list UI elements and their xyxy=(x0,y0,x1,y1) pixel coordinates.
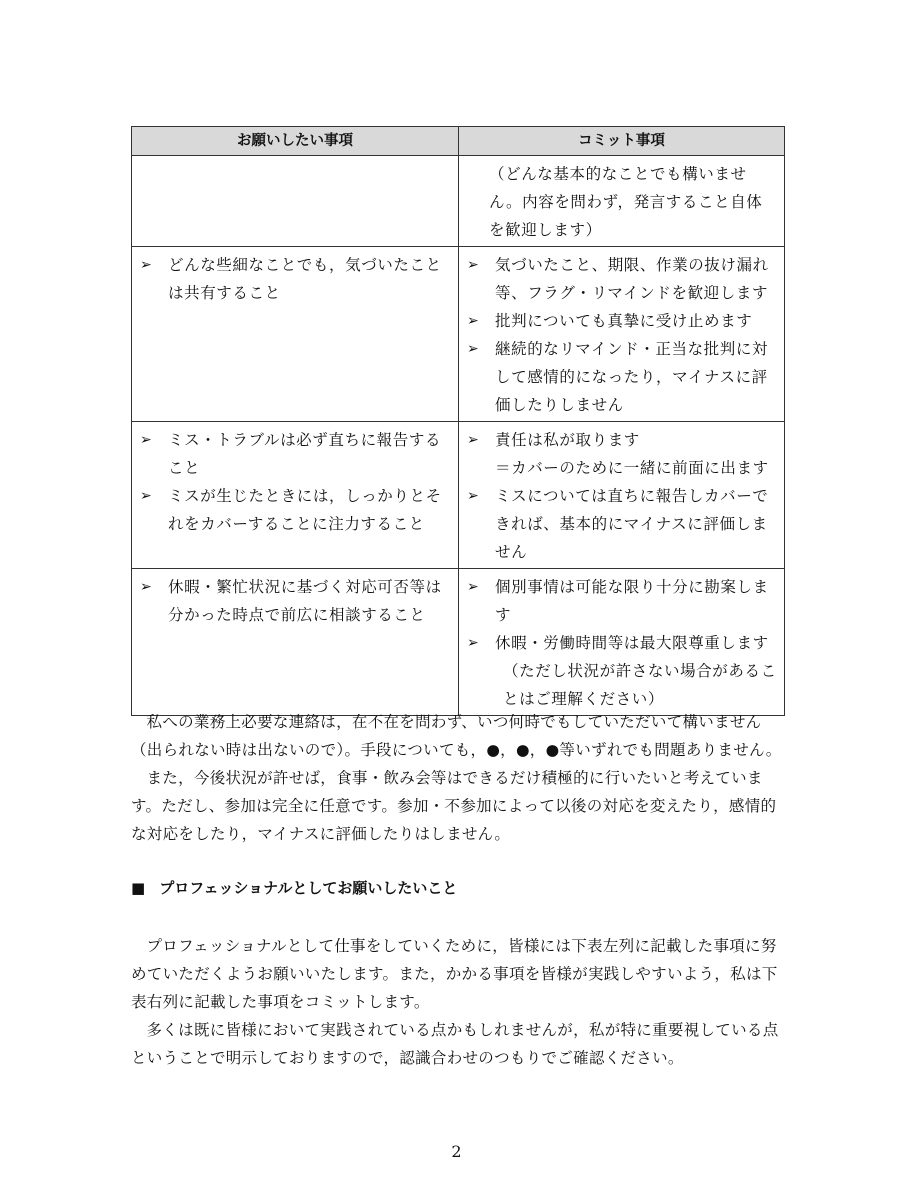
list-item: ➢ 責任は私が取ります xyxy=(465,426,778,454)
table-row xyxy=(132,247,785,422)
table-row xyxy=(132,156,785,247)
arrow-bullet-icon: ➢ xyxy=(467,432,480,448)
professional-paragraphs xyxy=(131,932,791,1072)
header-commitments: コミット事項 xyxy=(459,127,785,156)
list-item: ➢ ミスが生じたときには，しっかりとそれをカバーすることに注力すること xyxy=(138,482,452,538)
table-row xyxy=(132,569,785,716)
arrow-bullet-icon: ➢ xyxy=(467,579,480,595)
header-requests: お願いしたい事項 xyxy=(132,127,459,156)
arrow-bullet-icon: ➢ xyxy=(140,257,153,273)
list-item-continuation: ＝カバーのために一緒に前面に出ます xyxy=(495,459,769,477)
row2-right-cell xyxy=(459,247,785,422)
paragraph: 多くは既に皆様において実践されている点かもしれませんが，私が特に重要視している点ということで明示しておりますので，認識合わせのつもりでご確認ください。 xyxy=(131,1021,779,1067)
list-item: ➢ 継続的なリマインド・正当な批判に対して感情的になったり，マイナスに評価したりしません xyxy=(465,335,778,419)
list-item: ➢ ミスについては直ちに報告しカバーできれば、基本的にマイナスに評価しません xyxy=(465,482,778,566)
list-item: ➢ どんな些細なことでも，気づいたことは共有すること xyxy=(138,251,452,307)
table-header-row xyxy=(132,127,785,156)
commitment-table xyxy=(131,126,785,716)
row4-right-cell xyxy=(459,569,785,716)
list-item-note: （ただし状況が許さない場合があることはご理解ください） xyxy=(503,662,777,708)
arrow-bullet-icon: ➢ xyxy=(140,579,153,595)
paragraph: 私への業務上必要な連絡は，在不在を問わず、いつ何時でもしていただいて構いません（出られない時は出ないので）。手段についても，●，●，●等いずれでも問題ありません。 xyxy=(131,713,782,759)
table-row xyxy=(132,422,785,569)
row3-left-cell xyxy=(132,422,459,569)
arrow-bullet-icon: ➢ xyxy=(140,488,153,504)
section-heading xyxy=(131,876,791,900)
arrow-bullet-icon: ➢ xyxy=(467,341,480,357)
row1-right-text: （どんな基本的なことでも構いません。内容を問わず，発言すること自体を歓迎します） xyxy=(489,165,763,239)
contact-paragraphs xyxy=(131,708,791,848)
section-heading-text: プロフェッショナルとしてお願いしたいこと xyxy=(159,879,458,897)
list-item: ➢ 休暇・繁忙状況に基づく対応可否等は分かった時点で前広に相談すること xyxy=(138,573,452,629)
list-item: ➢ ミス・トラブルは必ず直ちに報告すること xyxy=(138,426,452,482)
row1-left-cell xyxy=(132,156,459,247)
arrow-bullet-icon: ➢ xyxy=(140,432,153,448)
arrow-bullet-icon: ➢ xyxy=(467,257,480,273)
paragraph: また，今後状況が許せば，食事・飲み会等はできるだけ積極的に行いたいと考えています。ただし、参加は完全に任意です。参加・不参加によって以後の対応を変えたり，感情的な対応をしたり，マイナスに評価したりはしません。 xyxy=(131,769,777,843)
row2-left-cell xyxy=(132,247,459,422)
list-item: ➢ 休暇・労働時間等は最大限尊重します xyxy=(465,629,778,657)
page-number: 2 xyxy=(451,1142,462,1161)
row1-right-cell xyxy=(459,156,785,247)
row3-right-cell xyxy=(459,422,785,569)
arrow-bullet-icon: ➢ xyxy=(467,313,480,329)
list-item: ➢ 気づいたこと、期限、作業の抜け漏れ等、フラグ・リマインドを歓迎します xyxy=(465,251,778,307)
paragraph: プロフェッショナルとして仕事をしていくために，皆様には下表左列に記載した事項に努めていただくようお願いいたします。また，かかる事項を皆様が実践しやすいよう，私は下表右列に記載した事項をコミットします。 xyxy=(131,937,778,1011)
row4-left-cell xyxy=(132,569,459,716)
square-bullet-icon: ■ xyxy=(131,879,146,897)
arrow-bullet-icon: ➢ xyxy=(467,488,480,504)
arrow-bullet-icon: ➢ xyxy=(467,635,480,651)
list-item: ➢ 批判についても真摯に受け止めます xyxy=(465,307,778,335)
list-item: ➢ 個別事情は可能な限り十分に勘案します xyxy=(465,573,778,629)
